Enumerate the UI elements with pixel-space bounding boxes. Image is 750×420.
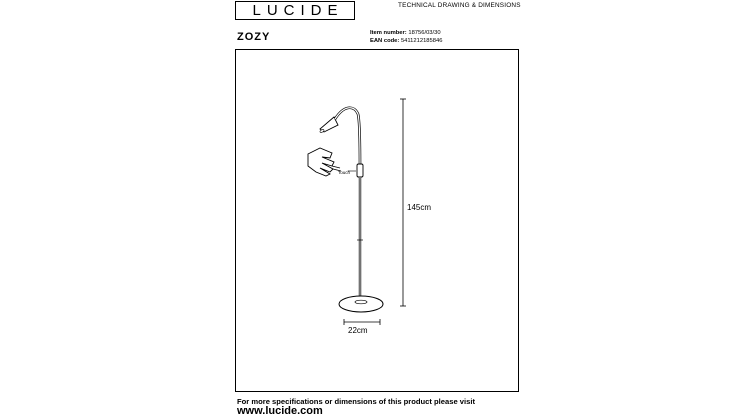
- technical-drawing-frame: [235, 49, 519, 392]
- lamp-gooseneck: [335, 108, 360, 167]
- lamp-pole: [357, 177, 363, 302]
- ean-value: 5411212185846: [400, 38, 443, 44]
- touch-label: Touch: [338, 170, 351, 175]
- product-meta: [370, 29, 442, 45]
- item-number-value: 18756/03/30: [408, 30, 441, 36]
- item-number-label: Item number:: [370, 30, 407, 36]
- ean-row: [370, 37, 442, 45]
- footer-info-text: For more specifications or dimensions of this product please visit: [237, 397, 475, 406]
- lamp-head: [319, 117, 338, 133]
- height-dimension-label: 145cm: [407, 203, 432, 212]
- touch-switch: [357, 164, 363, 177]
- base-width-dimension-label: 22cm: [348, 326, 368, 335]
- base-width-dimension-line: [344, 319, 380, 325]
- document-type: TECHNICAL DRAWING & DIMENSIONS: [398, 2, 521, 9]
- item-number-row: [370, 29, 442, 37]
- brand-logo: LUCIDE: [235, 1, 355, 20]
- height-dimension-line: [400, 99, 406, 306]
- product-name: ZOZY: [237, 31, 271, 43]
- lamp-base: [339, 296, 383, 312]
- ean-label: EAN code:: [370, 38, 400, 44]
- website-link[interactable]: www.lucide.com: [237, 405, 323, 417]
- touch-hand-icon: [308, 148, 341, 176]
- floor-lamp-drawing: [236, 50, 520, 393]
